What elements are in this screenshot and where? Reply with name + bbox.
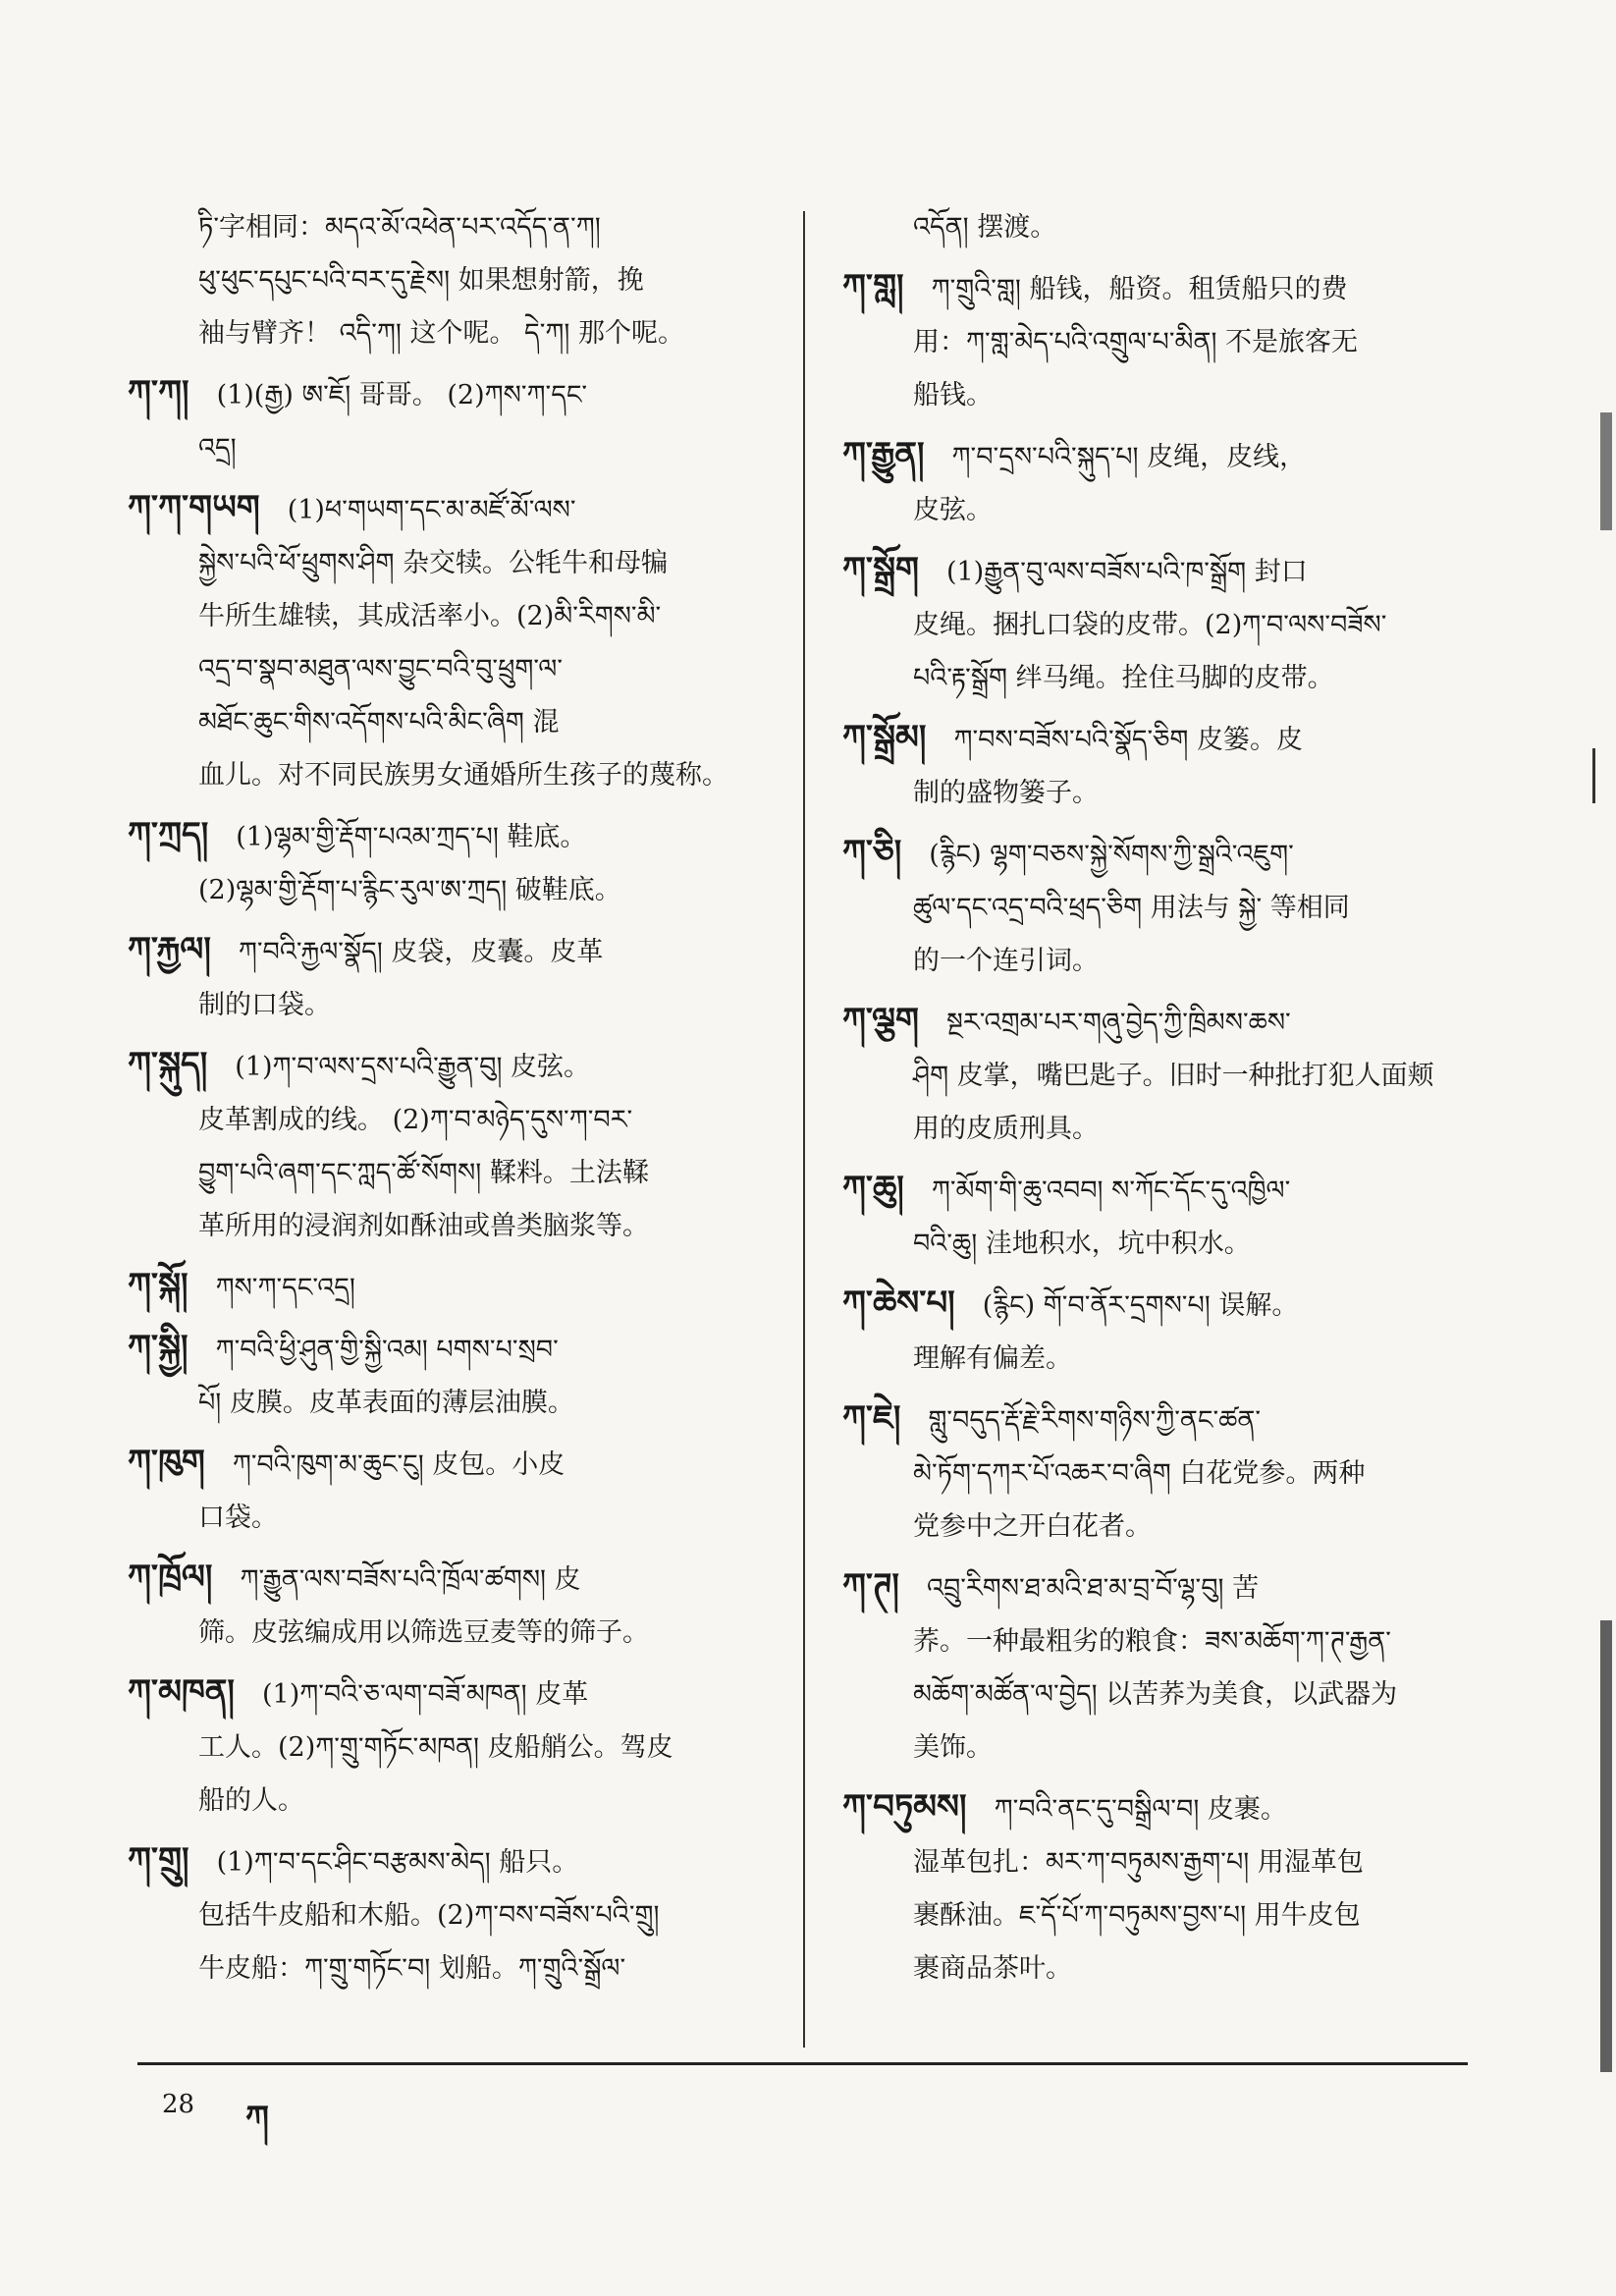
entry-line bbox=[842, 1277, 1481, 1333]
entry-text: 裹商品茶叶。 bbox=[913, 1953, 1072, 1984]
entry-text: (1)ཀ་བ་དང་ཤིང་བརྩམས་མེད། 船只。 bbox=[216, 1847, 579, 1878]
dictionary-entry bbox=[842, 201, 1481, 254]
entry-text: ཀ་བས་བཟོས་པའི་སྣོད་ཅིག 皮篓。皮 bbox=[953, 725, 1303, 755]
entry-headword: ཀ་ཅི། bbox=[842, 833, 902, 872]
entry-text: སྐྱེས་པའི་ཕོ་ཕྲུགས་ཤིག 杂交犊。公牦牛和母犏 bbox=[198, 548, 669, 578]
dictionary-entry bbox=[842, 1162, 1481, 1271]
entry-line bbox=[842, 1218, 1481, 1271]
entry-line bbox=[842, 1780, 1481, 1836]
entry-line bbox=[128, 1942, 785, 1995]
dictionary-entry bbox=[128, 201, 785, 360]
entry-text: སྔར་འགྲམ་པར་གཞུ་བྱེད་ཀྱི་ཁྲིམས་ཆས་ bbox=[946, 1008, 1291, 1038]
dictionary-entry bbox=[128, 1833, 785, 1995]
entry-line bbox=[128, 1038, 785, 1094]
entry-line bbox=[842, 1722, 1481, 1775]
entry-text: 制的口袋。 bbox=[198, 990, 331, 1020]
entry-line bbox=[842, 1615, 1481, 1668]
entry-text: 血儿。对不同民族男女通婚所生孩子的蔑称。 bbox=[198, 760, 728, 791]
entry-line bbox=[128, 1551, 785, 1607]
entry-line bbox=[128, 696, 785, 749]
entry-text: 筛。皮弦编成用以筛选豆麦等的筛子。 bbox=[198, 1617, 649, 1648]
entry-line bbox=[842, 1836, 1481, 1889]
entry-line bbox=[842, 1333, 1481, 1386]
entry-headword: ཀ་ཆེས་པ། bbox=[842, 1284, 955, 1323]
entry-line bbox=[842, 1501, 1481, 1554]
entry-line bbox=[128, 537, 785, 590]
entry-text: ཏི་字相同：མདའ་མོ་འཕེན་པར་འདོད་ན་ཀ། bbox=[198, 212, 601, 243]
entry-line bbox=[128, 1259, 785, 1315]
entry-text: 裹酥油。ཇ་དོ་པོ་ཀ་བཏུམས་བྱས་པ། 用牛皮包 bbox=[913, 1900, 1361, 1931]
entry-headword: ཀ་མཁན། bbox=[128, 1672, 235, 1712]
entry-headword: ཀ་སྐྱི། bbox=[128, 1328, 189, 1367]
entry-line bbox=[842, 652, 1481, 705]
entry-line bbox=[128, 1094, 785, 1147]
entry-text: (1)ཕ་གཡག་དང་མ་མཛོ་མོ་ལས་ bbox=[287, 495, 576, 525]
entry-text: འབྲུ་རིགས་ཐ་མའི་ཐ་མ་བྲ་བོ་ལྷ་བུ། 苦 bbox=[926, 1573, 1260, 1604]
dictionary-entry bbox=[128, 1436, 785, 1545]
entry-text: ཀ་བའི་ཁུག་མ་ཆུང་ངུ། 皮包。小皮 bbox=[232, 1449, 566, 1480]
dictionary-entry bbox=[128, 1321, 785, 1430]
entry-line bbox=[842, 1162, 1481, 1218]
entry-line bbox=[842, 484, 1481, 537]
entry-text: ཕུ་ཕུང་དཔུང་པའི་བར་དུ་རྗེས། 如果想射箭，挽 bbox=[198, 265, 644, 296]
dictionary-entry bbox=[842, 260, 1481, 422]
entry-text: 的一个连引词。 bbox=[913, 946, 1099, 976]
entry-headword: ཀ་རྒྱུན། bbox=[842, 435, 925, 474]
entry-text: པའི་རྟ་སྒྲོག 绊马绳。拴住马脚的皮带。 bbox=[913, 663, 1334, 693]
entry-line bbox=[842, 1392, 1481, 1448]
left-column bbox=[128, 201, 785, 2001]
entry-line bbox=[128, 422, 785, 475]
entry-text: 美饰。 bbox=[913, 1732, 993, 1763]
entry-line bbox=[842, 1942, 1481, 1995]
dictionary-entry bbox=[128, 1038, 785, 1253]
page-section-letter: ཀ bbox=[245, 2099, 269, 2138]
page-edge-mark bbox=[1600, 412, 1612, 530]
entry-line bbox=[842, 882, 1481, 935]
entry-headword: ཀ་སྒྲོག bbox=[842, 550, 919, 589]
entry-line bbox=[842, 201, 1481, 254]
entry-headword: ཀ་སྒྲོམ། bbox=[842, 718, 927, 757]
entry-text: ཀ་རྒྱུན་ལས་བཟོས་པའི་ཁྲོལ་ཚགས། 皮 bbox=[240, 1564, 581, 1595]
entry-text: 船钱。 bbox=[913, 380, 993, 410]
entry-text: འདོན། 摆渡。 bbox=[913, 212, 1057, 243]
entry-text: ཀ་བ་དྲས་པའི་སྐུད་པ། 皮绳，皮线， bbox=[951, 442, 1307, 472]
entry-line bbox=[128, 1833, 785, 1889]
entry-headword: ཀ་ཁུག bbox=[128, 1443, 205, 1482]
entry-line bbox=[128, 307, 785, 360]
dictionary-entry bbox=[842, 543, 1481, 705]
entry-text: བའི་ཆུ། 洼地积水，坑中积水。 bbox=[913, 1229, 1251, 1259]
entry-text: 皮革割成的线。 (2)ཀ་བ་མཉེད་དུས་ཀ་བར་ bbox=[198, 1105, 633, 1135]
entry-text: (2)ལྷམ་གྱི་རྡོག་པ་རྙིང་རུལ་ཨ་ཀྲད། 破鞋底。 bbox=[198, 875, 621, 905]
page-edge-mark bbox=[1600, 1620, 1612, 2072]
entry-text: 理解有偏差。 bbox=[913, 1343, 1072, 1374]
entry-line bbox=[128, 643, 785, 696]
entry-line bbox=[842, 1559, 1481, 1615]
entry-text: (རྙིང) ལྷག་བཅས་སྐྱེ་སོགས་ཀྱི་སྒྲའི་འཇུག་ bbox=[929, 840, 1294, 870]
dictionary-entry bbox=[842, 1559, 1481, 1775]
entry-text: 皮绳。捆扎口袋的皮带。(2)ཀ་བ་ལས་བཟོས་ bbox=[913, 610, 1387, 640]
entry-text: (1)རྒྱུན་བུ་ལས་བཟོས་པའི་ཁ་སྒྲོག 封口 bbox=[945, 557, 1308, 587]
entry-text: མེ་ཏོག་དཀར་པོ་འཆར་བ་ཞིག 白花党参。两种 bbox=[913, 1458, 1366, 1489]
entry-line bbox=[128, 1377, 785, 1430]
entry-text: གླུ་བདུད་རྡོ་རྗེ་རིགས་གཉིས་ཀྱི་ནང་ཚན་ bbox=[928, 1405, 1262, 1436]
entry-text: 工人。(2)ཀ་གྲུ་གཏོང་མཁན། 皮船艄公。驾皮 bbox=[198, 1732, 673, 1763]
entry-headword: ཀ་གྲུ། bbox=[128, 1840, 189, 1880]
entry-text: 用的皮质刑具。 bbox=[913, 1114, 1099, 1144]
entry-text: འདྲ་བ་སྣབ་མཐུན་ལས་བྱུང་བའི་བུ་ཕྲུག་ལ་ bbox=[198, 654, 564, 684]
dictionary-entry bbox=[842, 1277, 1481, 1386]
entry-text: 湿革包扎：མར་ཀ་བཏུམས་རྒྱག་པ། 用湿革包 bbox=[913, 1847, 1364, 1878]
entry-line bbox=[842, 543, 1481, 599]
entry-line bbox=[842, 428, 1481, 484]
entry-text: 用：ཀ་གླ་མེད་པའི་འགྲུལ་པ་མིན། 不是旅客无 bbox=[913, 327, 1359, 357]
dictionary-entry bbox=[842, 711, 1481, 820]
entry-headword: ཀ་ཀྲད། bbox=[128, 815, 209, 854]
entry-line bbox=[128, 979, 785, 1032]
entry-line bbox=[128, 201, 785, 254]
entry-line bbox=[842, 826, 1481, 882]
dictionary-entry bbox=[842, 1392, 1481, 1554]
entry-text: ཀ་མོག་གི་ཆུ་འབབ། ས་ཀོང་དོང་དུ་འཁྱིལ་ bbox=[931, 1175, 1291, 1206]
entry-text: 袖与臂齐！ འདི་ཀ། 这个呢。 དེ་ཀ། 那个呢。 bbox=[198, 318, 684, 349]
entry-line bbox=[842, 316, 1481, 369]
entry-text: (རྙིང) གོ་བ་ནོར་དྲགས་པ། 误解。 bbox=[982, 1290, 1299, 1321]
entry-text: 包括牛皮船和木船。(2)ཀ་བས་བཟོས་པའི་གྲུ། bbox=[198, 1900, 660, 1931]
entry-line bbox=[128, 1492, 785, 1545]
entry-text: (1)(རྒྱ) ཨ་ཇོ། 哥哥。 (2)ཀས་ཀ་དང་ bbox=[216, 380, 588, 410]
entry-line bbox=[842, 1050, 1481, 1103]
entry-headword: ཀ་རྐྱལ། bbox=[128, 930, 211, 969]
entry-line bbox=[128, 590, 785, 643]
page-number: 28 bbox=[162, 2090, 195, 2119]
entry-line bbox=[128, 366, 785, 422]
dictionary-entry bbox=[842, 1780, 1481, 1995]
entry-text: 党参中之开白花者。 bbox=[913, 1511, 1152, 1542]
entry-headword: ཀ་ཀ། bbox=[128, 373, 189, 412]
entry-line bbox=[842, 1103, 1481, 1156]
entry-text: 牛所生雄犊，其成活率小。(2)མི་རིགས་མི་ bbox=[198, 601, 662, 631]
entry-text: ཀ་བའི་ཕྱི་ཤུན་གྱི་སྐྱི་འམ། པགས་པ་སྲབ་ bbox=[215, 1335, 559, 1365]
entry-text: ཀ་བའི་རྐྱལ་སྣོད། 皮袋，皮囊。皮革 bbox=[238, 937, 604, 967]
entry-text: 船的人。 bbox=[198, 1785, 304, 1816]
entry-headword: ཀ་ལྕག bbox=[842, 1001, 919, 1040]
entry-text: ཀ་བའི་ནང་དུ་བསྒྲིལ་བ། 皮裹。 bbox=[994, 1794, 1287, 1825]
entry-line bbox=[128, 923, 785, 979]
dictionary-entry bbox=[128, 808, 785, 917]
entry-line bbox=[842, 1668, 1481, 1722]
entry-line bbox=[128, 864, 785, 917]
entry-text: པོ། 皮膜。皮革表面的薄层油膜。 bbox=[198, 1388, 574, 1418]
entry-text: (1)ཀ་བའི་ཅ་ལག་བཟོ་མཁན། 皮革 bbox=[261, 1679, 589, 1710]
entry-text: མཐོང་ཆུང་གིས་འདོགས་པའི་མིང་ཞིག 混 bbox=[198, 707, 560, 738]
entry-headword: ཀ་བཏུམས། bbox=[842, 1787, 967, 1827]
entry-headword: ཀ་ཇེ། bbox=[842, 1398, 901, 1438]
column-divider bbox=[803, 211, 805, 2048]
dictionary-entry bbox=[842, 428, 1481, 537]
entry-text: ཀས་ཀ་དང་འདྲ། bbox=[215, 1273, 355, 1303]
entry-line bbox=[128, 254, 785, 307]
entry-line bbox=[128, 808, 785, 864]
entry-text: 荞。一种最粗劣的粮食：ཟས་མཆོག་ཀ་ཊ་རྒྱན་ bbox=[913, 1626, 1391, 1657]
entry-text: 革所用的浸润剂如酥油或兽类脑浆等。 bbox=[198, 1211, 649, 1241]
entry-headword: ཀ་ཁྲོལ། bbox=[128, 1558, 213, 1597]
entry-line bbox=[128, 1666, 785, 1722]
entry-text: ཀ་གྲུའི་གླ། 船钱，船资。租赁船只的费 bbox=[931, 274, 1348, 304]
entry-line bbox=[128, 1436, 785, 1492]
footer-rule bbox=[137, 2062, 1468, 2065]
right-column bbox=[842, 201, 1481, 2001]
entry-text: (1)ལྷམ་གྱི་རྡོག་པའམ་ཀྲད་པ། 鞋底。 bbox=[236, 822, 587, 852]
entry-line bbox=[842, 994, 1481, 1050]
entry-text: 牛皮船：ཀ་གྲུ་གཏོང་བ། 划船。ཀ་གྲུའི་སྒྲོལ་ bbox=[198, 1953, 626, 1984]
entry-headword: ཀ་ཀ་གཡག bbox=[128, 488, 260, 527]
entry-line bbox=[128, 1722, 785, 1775]
entry-line bbox=[128, 1200, 785, 1253]
entry-text: 口袋。 bbox=[198, 1503, 278, 1533]
entry-text: ཚུལ་དང་འདྲ་བའི་ཕྲད་ཅིག 用法与 སྐྱེ་ 等相同 bbox=[913, 893, 1350, 923]
entry-text: བྱུག་པའི་ཞག་དང་ཀླད་ཚོ་སོགས། 鞣料。土法鞣 bbox=[198, 1158, 649, 1188]
dictionary-entry bbox=[128, 1259, 785, 1315]
entry-text: 皮弦。 bbox=[913, 495, 993, 525]
entry-headword: ཀ་སྐུད། bbox=[128, 1045, 208, 1084]
entry-line bbox=[128, 1889, 785, 1942]
entry-line bbox=[842, 1889, 1481, 1942]
dictionary-entry bbox=[842, 994, 1481, 1156]
entry-line bbox=[842, 369, 1481, 422]
margin-tick bbox=[1592, 748, 1595, 803]
dictionary-entry bbox=[128, 366, 785, 475]
entry-line bbox=[128, 1321, 785, 1377]
entry-headword: ཀ་ཊ། bbox=[842, 1566, 899, 1606]
entry-line bbox=[842, 260, 1481, 316]
dictionary-entry bbox=[842, 826, 1481, 988]
entry-line bbox=[842, 599, 1481, 652]
entry-text: (1)ཀ་བ་ལས་དྲས་པའི་རྒྱུན་བུ། 皮弦。 bbox=[235, 1052, 591, 1082]
dictionary-entry bbox=[128, 1666, 785, 1828]
entry-line bbox=[842, 767, 1481, 820]
entry-line bbox=[128, 1607, 785, 1660]
dictionary-entry bbox=[128, 1551, 785, 1660]
entry-line bbox=[128, 1775, 785, 1828]
dictionary-entry bbox=[128, 923, 785, 1032]
entry-headword: ཀ་སྐོ། bbox=[128, 1266, 189, 1305]
entry-line bbox=[842, 711, 1481, 767]
entry-headword: ཀ་གླ། bbox=[842, 267, 904, 306]
entry-line bbox=[842, 1448, 1481, 1501]
entry-text: འདྲ། bbox=[198, 433, 237, 464]
entry-line bbox=[128, 481, 785, 537]
entry-text: 制的盛物篓子。 bbox=[913, 778, 1099, 808]
dictionary-entry bbox=[128, 481, 785, 802]
entry-text: མཆོག་མཚོན་ལ་བྱེད། 以苦荞为美食，以武器为 bbox=[913, 1679, 1398, 1710]
entry-line bbox=[128, 749, 785, 802]
entry-line bbox=[128, 1147, 785, 1200]
entry-text: ཤིག 皮掌，嘴巴匙子。旧时一种批打犯人面颊 bbox=[913, 1061, 1434, 1091]
entry-headword: ཀ་ཆུ། bbox=[842, 1169, 904, 1208]
entry-line bbox=[842, 935, 1481, 988]
